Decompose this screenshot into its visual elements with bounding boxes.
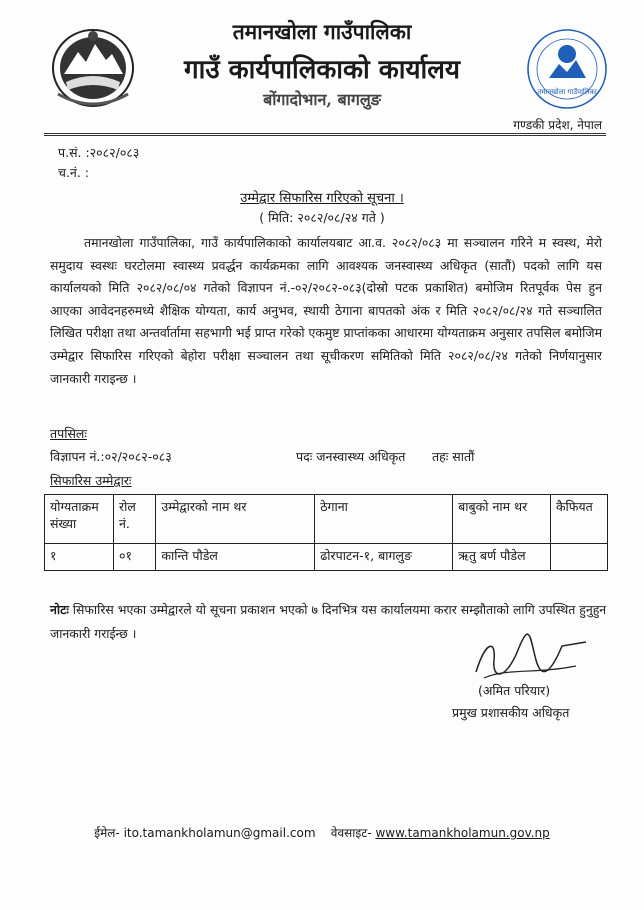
note-text: सिफारिस भएका उम्मेद्वारले यो सूचना प्रकाशन भएको ७ दिनभित्र यस कार्यालयमा करार सम्झौताको लागि उपस्थित हुनुहुन जानकारी गराईन्छ । bbox=[50, 602, 607, 641]
table-cell: १ bbox=[45, 544, 114, 571]
province-label: गण्डकी प्रदेश, नेपाल bbox=[513, 118, 602, 132]
table-header-cell: बाबुको नाम थर bbox=[453, 495, 551, 544]
post-level: तहः सातौं bbox=[432, 449, 475, 464]
table-header-cell: रोल नं. bbox=[113, 495, 155, 544]
dispatch-number: च.नं. : bbox=[58, 165, 90, 180]
notice-body: तमानखोला गाउँपालिका, गाउँ कार्यपालिकाको कार्यालयबाट आ.व. २०८२/०८३ मा सञ्चालन गरिने म स्वस्थ, मेरो समुदाय स्वस्थः घरटोलमा स्वास्थ्य प्रवर्द्धन कार्यक्रमका लागि आवश्यक जनस्वास्थ्य अधिकृत (सातौं) पदको लागि यस कार्यालयको मिति २०८२/०८/०४ गतेको विज्ञापन नं.-०२/२०८२-०८३(दोस्रो पटक प्रकाशित) बमोजिम रितपूर्वक पेस हुन आएका आवेदनहरुमध्ये शैक्षिक योग्यता, कार्य अनुभव, स्थायी ठेगाना बापतको अंक र मिति २०८२/०८/२४ गते सञ्चालित लिखित परीक्षा तथा अन्तर्वार्तामा सहभागी भई प्राप्त गरेको एकमुष्ट प्राप्तांकका आधारमा योग्यताक्रम अनुसार तपसिल बमोजिम उम्मेद्वार सिफारिस गरिएको बेहोरा परीक्षा सञ्चालन तथा सूचीकरण समितिको मिति २०८२/०८/२४ गतेको निर्णयानुसार जानकारी गराइन्छ । bbox=[50, 235, 602, 386]
website-link[interactable]: www.tamankholamun.gov.np bbox=[375, 826, 550, 840]
advertisement-number: विज्ञापन नं.:०२/२०८२-०८३ bbox=[50, 449, 172, 464]
table-header-row bbox=[45, 495, 608, 544]
header-divider bbox=[44, 133, 606, 136]
website-label: वेवसाइट- bbox=[330, 826, 372, 840]
candidate-table bbox=[44, 494, 608, 571]
municipality-name: तमानखोला गाउँपालिका bbox=[232, 19, 412, 44]
recommended-candidates-label: सिफारिस उम्मेद्वारः bbox=[50, 473, 132, 488]
signature-image bbox=[466, 630, 596, 688]
email-text: ईमेल- ito.tamankholamun@gmail.com bbox=[94, 826, 316, 840]
table-cell: ऋतु बर्ण पौडेल bbox=[453, 544, 551, 571]
office-address: बोंगादोभान, बागलुङ bbox=[263, 90, 381, 109]
schedule-label: तपसिलः bbox=[50, 426, 87, 441]
municipality-seal-logo bbox=[524, 26, 610, 112]
table-cell: कान्ति पौडेल bbox=[156, 544, 315, 571]
officer-name: (अमित परियार) bbox=[478, 683, 551, 698]
post-name: पदः जनस्वास्थ्य अधिकृत bbox=[296, 449, 406, 464]
contact-footer bbox=[0, 824, 644, 841]
officer-designation: प्रमुख प्रशासकीय अधिकृत bbox=[452, 705, 570, 720]
table-header-cell: ठेगाना bbox=[315, 495, 453, 544]
table-row bbox=[45, 544, 608, 571]
seal-text: तमानखोला गाउँपालिका bbox=[537, 88, 597, 96]
table-header-cell: उम्मेद्वारको नाम थर bbox=[156, 495, 315, 544]
notice-date: ( मिति: २०८२/०८/२४ गते ) bbox=[259, 210, 385, 225]
table-cell: ०१ bbox=[113, 544, 155, 571]
reference-number: प.सं. :२०८२/०८३ bbox=[58, 145, 140, 160]
office-name: गाउँ कार्यपालिकाको कार्यालय bbox=[184, 55, 460, 85]
table-header-cell: कैफियत bbox=[550, 495, 607, 544]
table-header-cell: योग्यताक्रम संख्या bbox=[45, 495, 114, 544]
table-cell bbox=[550, 544, 607, 571]
note-label: नोटः bbox=[50, 602, 69, 617]
table-cell: ढोरपाटन-१, बागलुङ bbox=[315, 544, 453, 571]
notice-title: उम्मेद्वार सिफारिस गरिएको सूचना । bbox=[240, 191, 404, 206]
